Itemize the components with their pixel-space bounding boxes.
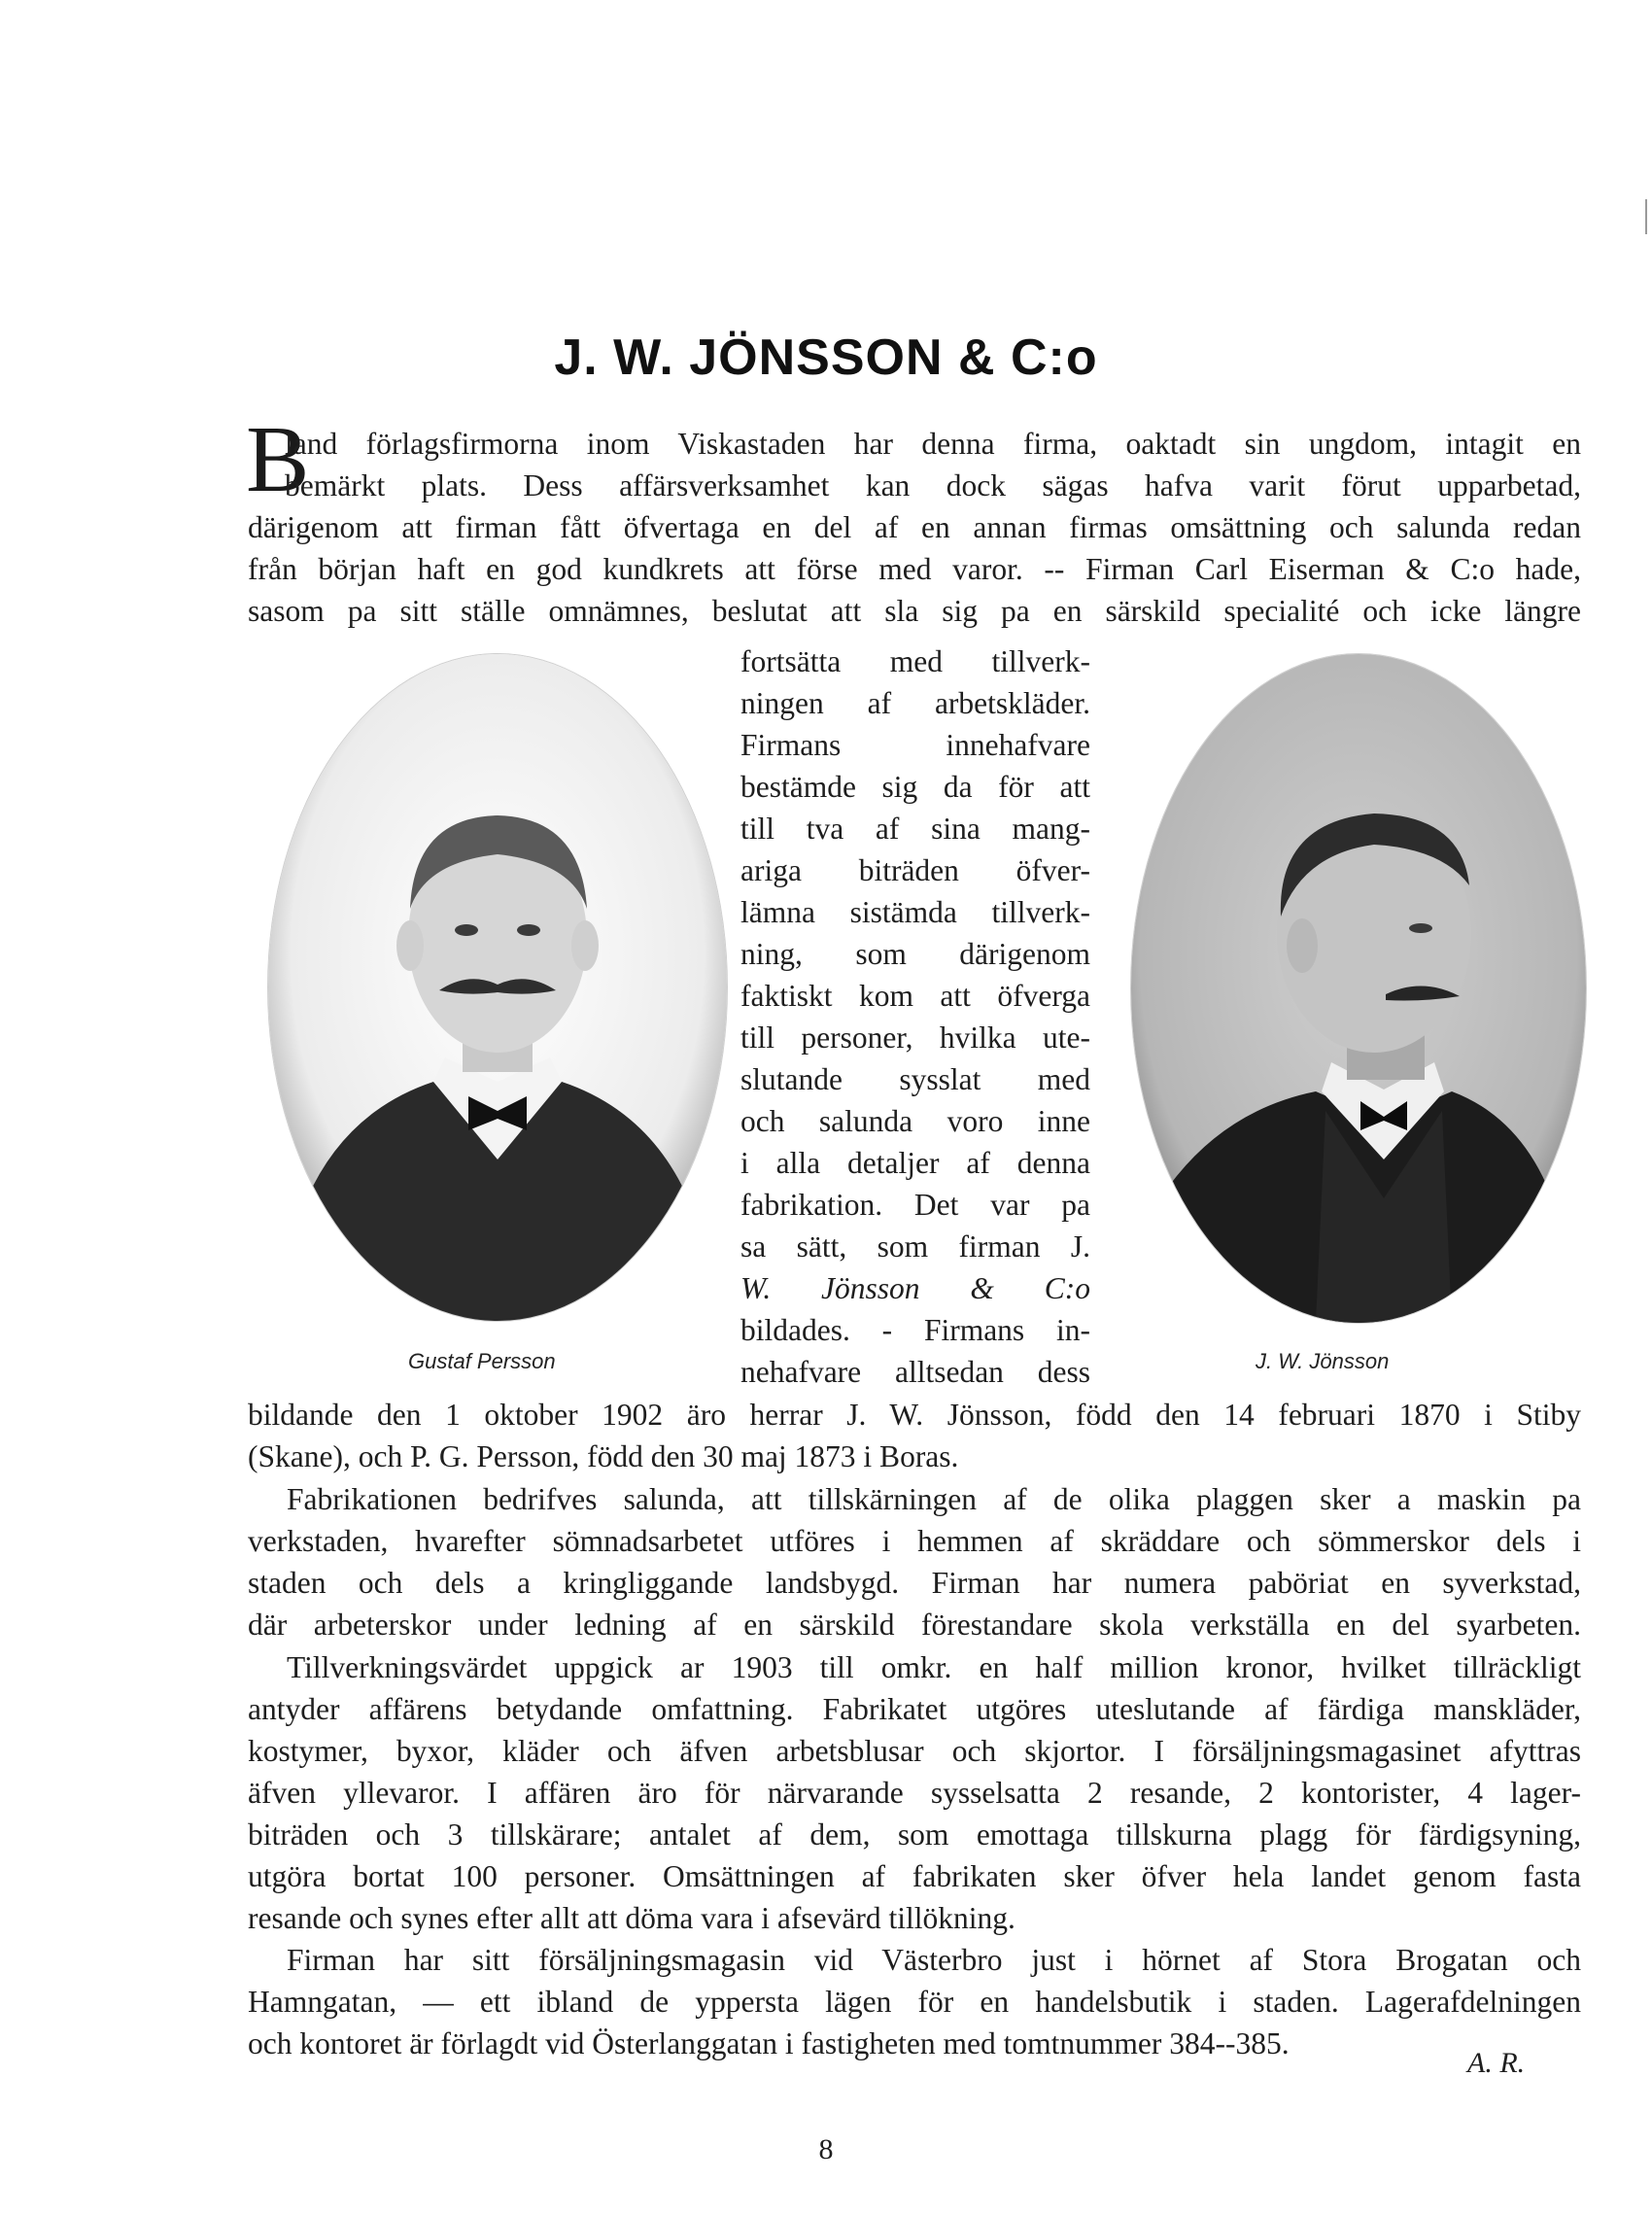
portrait-jw-jonsson bbox=[1130, 653, 1587, 1324]
paragraph-4-line: Hamngatan, — ett ibland de yppersta lägen för en handelsbutik i staden. Lagerafdelningen bbox=[248, 1985, 1581, 2019]
paragraph-4-line: Firman har sitt försäljningsmagasin vid Västerbro just i hörnet af Stora Brogatan och bbox=[287, 1943, 1581, 1977]
author-signature: A. R. bbox=[1467, 2047, 1526, 2079]
paragraph-3-line: Tillverkningsvärdet uppgick ar 1903 till omkr. en half million kronor, hvilket tillräckligt bbox=[287, 1650, 1581, 1684]
column-line: fortsätta med tillverk- bbox=[740, 644, 1090, 678]
column-line: ningen af arbetskläder. bbox=[740, 686, 1090, 720]
caption-left: Gustaf Persson bbox=[408, 1349, 556, 1373]
column-line: till personer, hvilka ute- bbox=[740, 1021, 1090, 1055]
intro-line: bemärkt plats. Dess affärsverksamhet kan dock sägas hafva varit förut upparbetad, bbox=[285, 468, 1581, 502]
column-line: Firmans innehafvare bbox=[740, 728, 1090, 762]
paragraph-2-line: verkstaden, hvarefter sömnadsarbetet utföres i hemmen af skräddare och sömmerskor dels i bbox=[248, 1524, 1581, 1558]
paragraph-3-line: äfven yllevaror. I affären äro för närvarande sysselsatta 2 resande, 2 kontorister, 4 lager- bbox=[248, 1776, 1581, 1810]
paragraph-2-line: staden och dels a kringliggande landsbygd. Firman har numera paböriat en syverkstad, bbox=[248, 1566, 1581, 1600]
column-line: slutande sysslat med bbox=[740, 1062, 1090, 1096]
column-line: bestämde sig da för att bbox=[740, 770, 1090, 804]
paragraph-2-line: Fabrikationen bedrifves salunda, att tillskärningen af de olika plaggen sker a maskin pa bbox=[287, 1482, 1581, 1516]
column-line: nehafvare alltsedan dess bbox=[740, 1355, 1090, 1389]
column-line: bildades. - Firmans in- bbox=[740, 1313, 1090, 1347]
column-line: till tva af sina mang- bbox=[740, 812, 1090, 846]
column-line: faktiskt kom att öfverga bbox=[740, 979, 1090, 1013]
column-line: och salunda voro inne bbox=[740, 1104, 1090, 1138]
body-line: bildande den 1 oktober 1902 äro herrar J. W. Jönsson, född den 14 februari 1870 i Stiby bbox=[248, 1398, 1581, 1432]
paragraph-3-line: utgöra bortat 100 personer. Omsättningen af fabrikaten sker öfver hela landet genom fasta bbox=[248, 1859, 1581, 1893]
column-line: lämna sistämda tillverk- bbox=[740, 895, 1090, 929]
paragraph-3-line: antyder affärens betydande omfattning. Fabrikatet utgöres uteslutande af färdiga manskläder, bbox=[248, 1692, 1581, 1726]
column-line: sa sätt, som firman J. bbox=[740, 1229, 1090, 1263]
paragraph-3-line: resande och synes efter allt att döma vara i afsevärd tillökning. bbox=[248, 1901, 1015, 1935]
paragraph-3-line: biträden och 3 tillskärare; antalet af dem, som emottaga tillskurna plagg för färdigsyning, bbox=[248, 1817, 1581, 1852]
column-line: ning, som därigenom bbox=[740, 937, 1090, 971]
page-number: 8 bbox=[818, 2133, 834, 2165]
column-line: W. Jönsson & C:o bbox=[740, 1271, 1090, 1305]
paragraph-2-line: där arbeterskor under ledning af en särskild förestandare skola verkställa en del syarbeten. bbox=[248, 1608, 1581, 1642]
body-line: (Skane), och P. G. Persson, född den 30 maj 1873 i Boras. bbox=[248, 1439, 959, 1473]
drop-cap: B bbox=[246, 407, 310, 512]
intro-line: sasom pa sitt ställe omnämnes, beslutat att sla sig pa en särskild specialité och icke längre bbox=[248, 594, 1581, 628]
paragraph-4-line: och kontoret är förlagdt vid Österlanggatan i fastigheten med tomtnummer 384--385. bbox=[248, 2026, 1290, 2060]
portrait-image-left bbox=[268, 654, 727, 1321]
paragraph-3-line: kostymer, byxor, kläder och äfven arbetsblusar och skjortor. I försäljningsmagasinet afyttras bbox=[248, 1734, 1581, 1768]
article-heading: J. W. JÖNSSON & C:o bbox=[554, 329, 1098, 386]
scan-edge-mark bbox=[1645, 199, 1647, 234]
column-line: fabrikation. Det var pa bbox=[740, 1188, 1090, 1222]
portrait-gustaf-persson bbox=[267, 653, 728, 1322]
intro-line: land förlagsfirmorna inom Viskastaden har denna firma, oaktadt sin ungdom, intagit en bbox=[285, 427, 1581, 461]
column-line: i alla detaljer af denna bbox=[740, 1146, 1090, 1180]
portrait-image-right bbox=[1131, 654, 1586, 1323]
intro-line: därigenom att firman fått öfvertaga en del af en annan firmas omsättning och salunda redan bbox=[248, 510, 1581, 544]
intro-line: från början haft en god kundkrets att förse med varor. -- Firman Carl Eiserman & C:o hade, bbox=[248, 552, 1581, 586]
column-line: ariga biträden öfver- bbox=[740, 853, 1090, 887]
caption-right: J. W. Jönsson bbox=[1256, 1349, 1390, 1373]
